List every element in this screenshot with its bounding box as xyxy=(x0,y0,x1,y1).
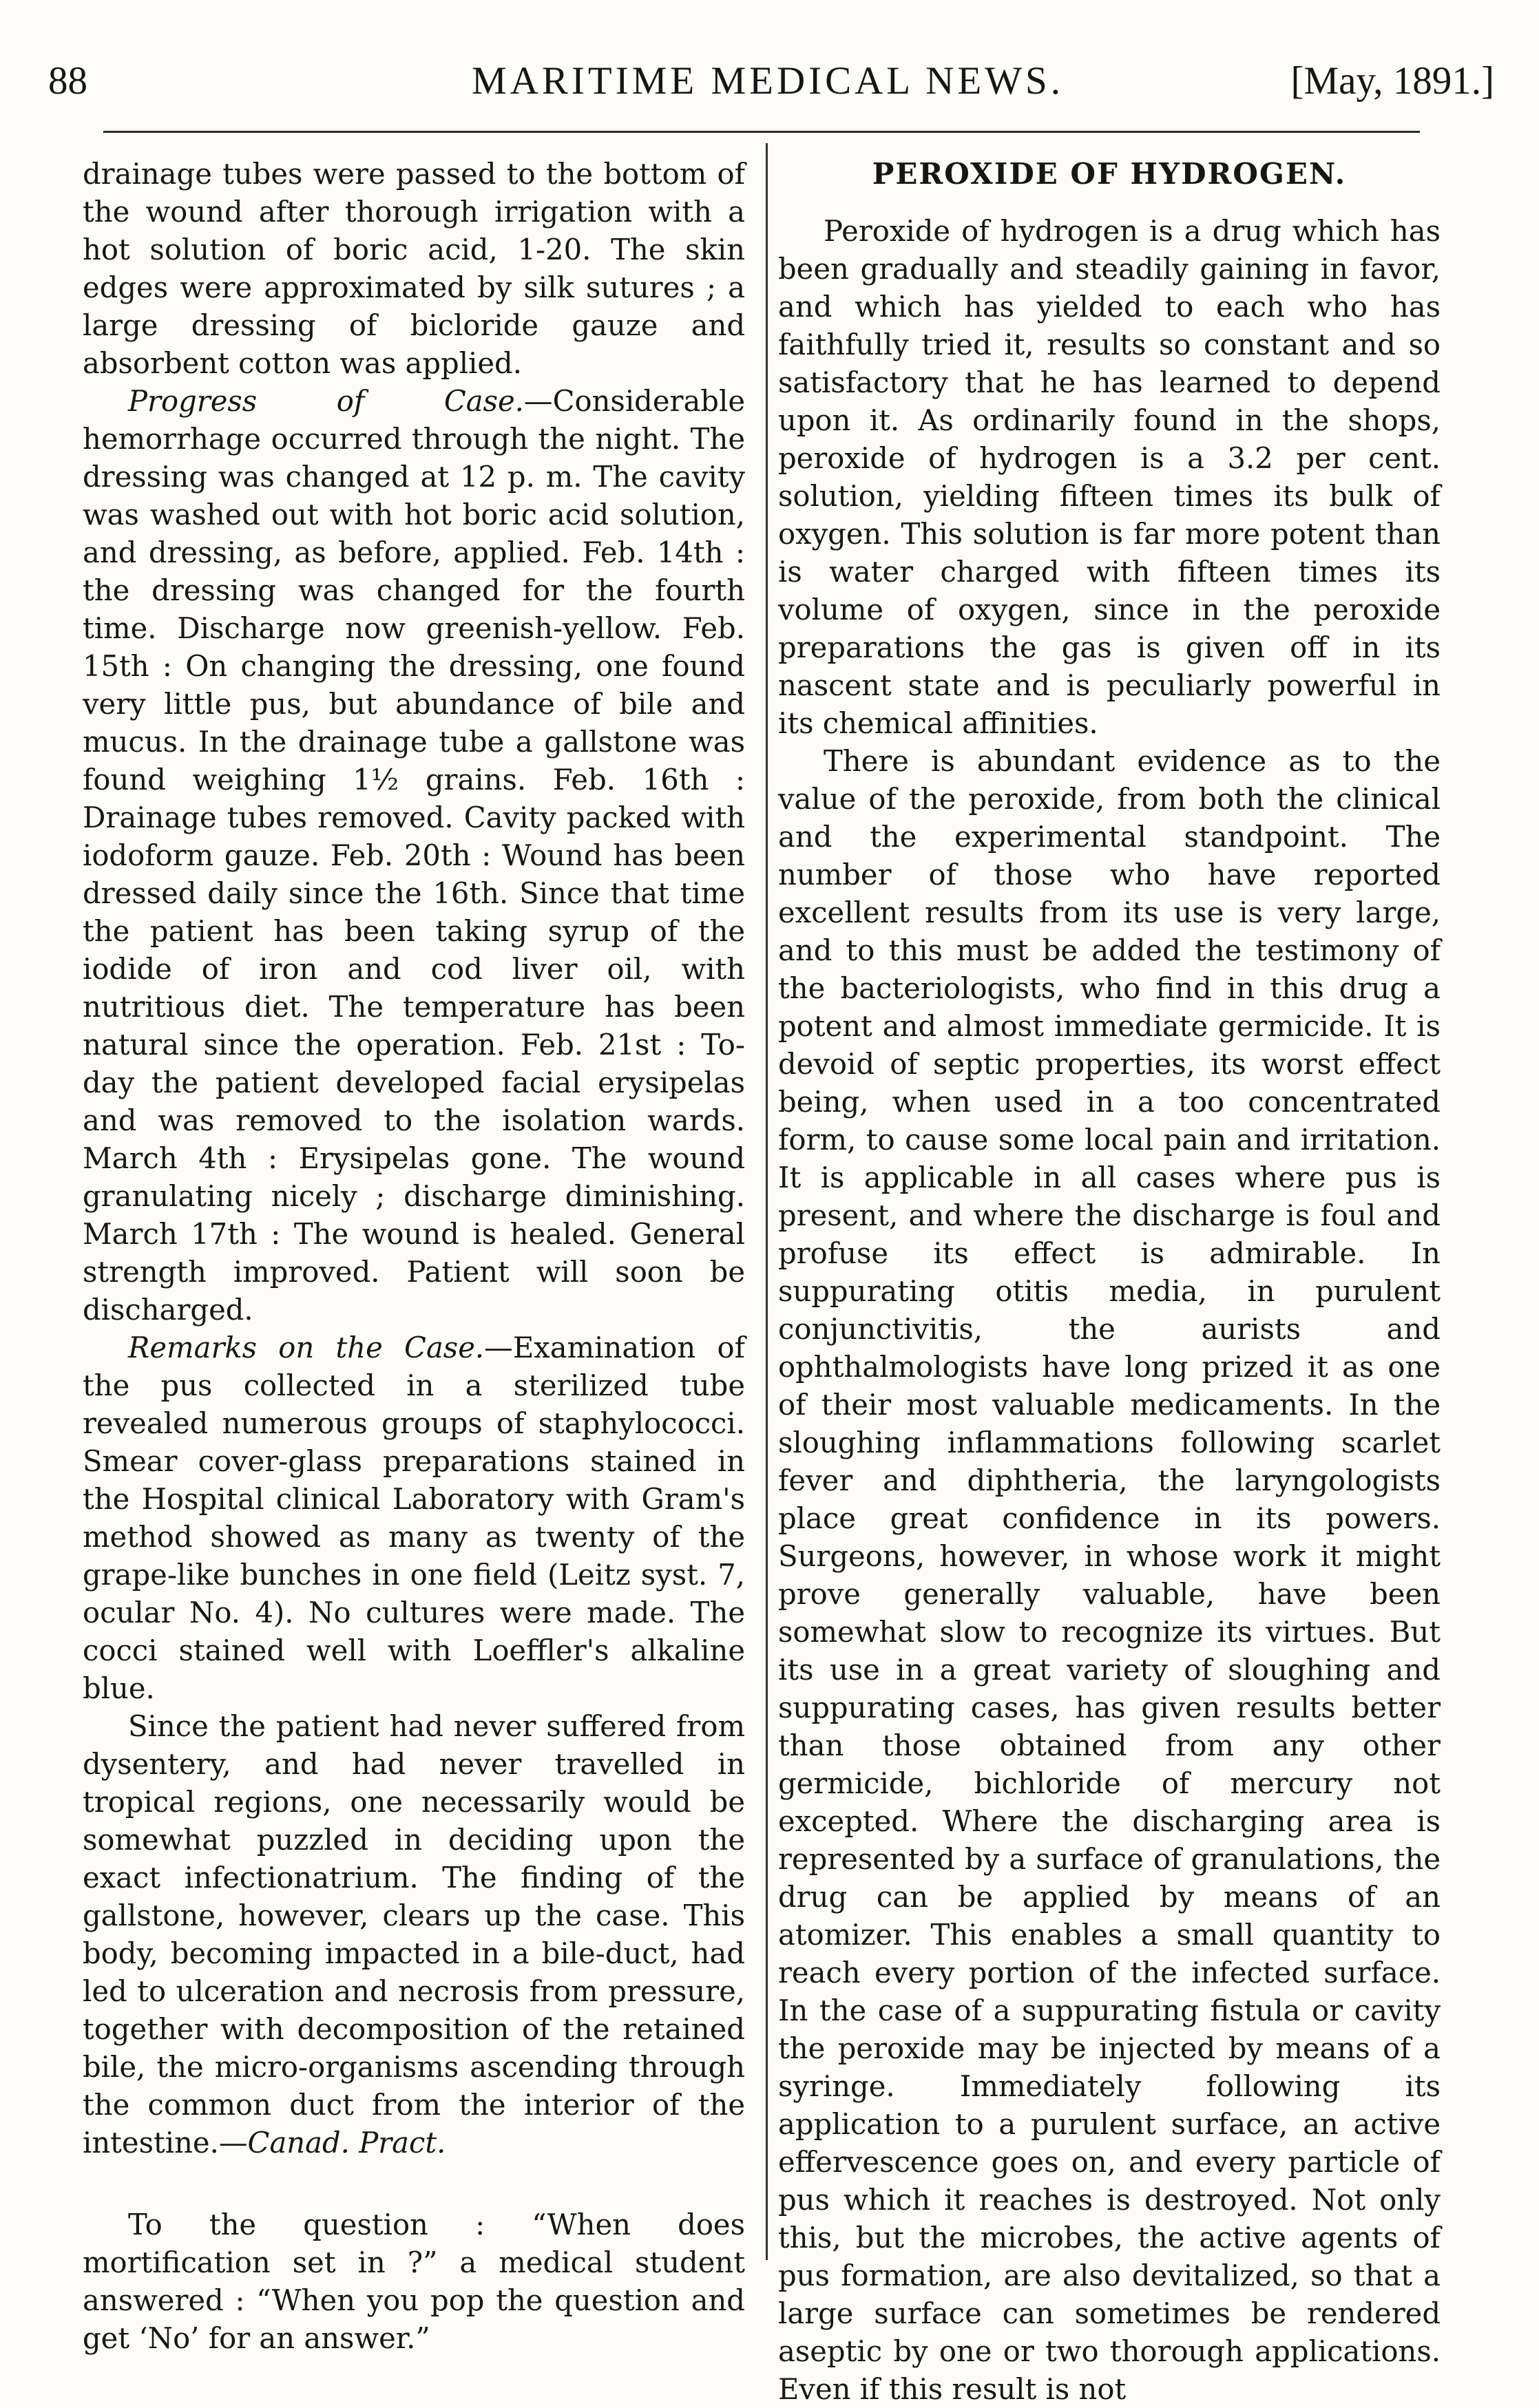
article-paragraph-1: Peroxide of hydrogen is a drug which has been gradually and steadily gaining in favor, and which has yielded to each who has faithfully tried it, results so constant and so satisfactory that he has learned to depend upon it. As ordinarily found in the shops, peroxide of hydrogen is a 3.2 per cent. solution, yielding fifteen times its bulk of oxygen. This solution is far more potent than is water charged with fifteen times its volume of oxygen, since in the peroxide preparations the gas is given off in its nascent state and is peculiarly powerful in its chemical affinities. xyxy=(778,214,1441,740)
remarks-heading: Remarks on the Case. xyxy=(128,1331,485,1364)
source-citation: Canad. Pract. xyxy=(247,2126,446,2159)
left-column xyxy=(83,155,745,2357)
progress-heading: Progress of Case. xyxy=(128,384,524,418)
page-number: 88 xyxy=(48,59,87,103)
page-header xyxy=(41,54,1494,109)
remarks-paragraph xyxy=(83,1329,745,1707)
progress-text: —Considerable hemorrhage occurred through the night. The dressing was changed at 12 p. m. The cavity was washed out with hot boric acid solution, and dressing, as before, applied. Feb. 14th : the dressing was changed for the fourth time. Discharge now greenish-yellow. Feb. 15th : On changing the dressing, one found very little pus, but abundance of bile and mucus. In the drainage tube a gallstone was found weighing 1½ grains. Feb. 16th : Drainage tubes removed. Cavity packed with iodoform gauze. Feb. 20th : Wound has been dressed daily since the 16th. Since that time the patient has been taking syrup of the iodide of iron and cod liver oil, with nutritious diet. The temperature has been natural since the operation. Feb. 21st : To-day the patient developed facial erysipelas and was removed to the isolation wards. March 4th : Erysipelas gone. The wound granulating nicely ; discharge diminishing. March 17th : The wound is healed. General strength improved. Patient will soon be discharged. xyxy=(83,384,745,1327)
remarks-text: —Examination of the pus collected in a sterilized tube revealed numerous groups of staphylococci. Smear cover-glass preparations stained in the Hospital clinical Laboratory with Gram's method showed as many as twenty of the grape-like bunches in one field (Leitz syst. 7, ocular No. 4). No cultures were made. The cocci stained well with Loeffler's alkaline blue. xyxy=(83,1331,746,1705)
header-rule xyxy=(103,131,1420,133)
article-paragraph-2: There is abundant evidence as to the value of the peroxide, from both the clinical and the experimental standpoint. The number of those who have reported excellent results from its use is very large, and to this must be added the testimony of the bacteriologists, who find in this drug a potent and almost immediate germicide. It is devoid of septic properties, its worst effect being, when used in a too concentrated form, to cause some local pain and irritation. It is applicable in all cases where pus is present, and where the discharge is foul and profuse its effect is admirable. In suppurating otitis media, in purulent conjunctivitis, the aurists and ophthalmologists have long prized it as one of their most valuable medicaments. In the sloughing inflammations following scarlet fever and diphtheria, the laryngologists place great confidence in its powers. Surgeons, however, in whose work it might prove generally valuable, have been somewhat slow to recognize its virtues. But its use in a great variety of sloughing and suppurating cases, has given results better than those obtained from any other germicide, bichloride of mercury not excepted. Where the discharging area is represented by a surface of granulations, the drug can be applied by means of an atomizer. This enables a small quantity to reach every portion of the infected surface. In the case of a suppurating fistula or cavity the peroxide may be injected by means of a syringe. Immediately following its application to a purulent surface, an active effervescence goes on, and every particle of pus which it reaches is destroyed. Not only this, but the microbes, the active agents of pus formation, are also devitalized, so that a large surface can sometimes be rendered aseptic by one or two thorough applications. Even if this result is not xyxy=(778,744,1441,2406)
conclusion-text: Since the patient had never suffered from dysentery, and had never travelled in tropical regions, one necessarily would be somewhat puzzled in deciding upon the exact infectionatrium. The finding of the gallstone, however, clears up the case. This body, becoming impacted in a bile-duct, had led to ulceration and necrosis from pressure, together with decomposition of the retained bile, the micro-organisms ascending through the common duct from the interior of the intestine.— xyxy=(83,1709,745,2159)
conclusion-paragraph xyxy=(83,1707,745,2162)
anecdote-paragraph: To the question : “When does mortification set in ?” a medical student answered : “When you pop the question and get ‘No’ for an answer.” xyxy=(83,2208,745,2355)
right-column xyxy=(778,155,1441,2408)
case-continuation-paragraph: drainage tubes were passed to the bottom of the wound after thorough irrigation with a hot solution of boric acid, 1-20. The skin edges were approximated by silk sutures ; a large dressing of bicloride gauze and absorbent cotton was applied. xyxy=(83,157,745,380)
journal-title: MARITIME MEDICAL NEWS. xyxy=(472,59,1064,103)
article-title: PEROXIDE OF HYDROGEN. xyxy=(872,157,1347,191)
issue-date: [May, 1891.] xyxy=(1290,59,1494,103)
column-divider xyxy=(766,143,768,2260)
progress-paragraph xyxy=(83,382,745,1329)
section-gap xyxy=(83,2162,745,2206)
